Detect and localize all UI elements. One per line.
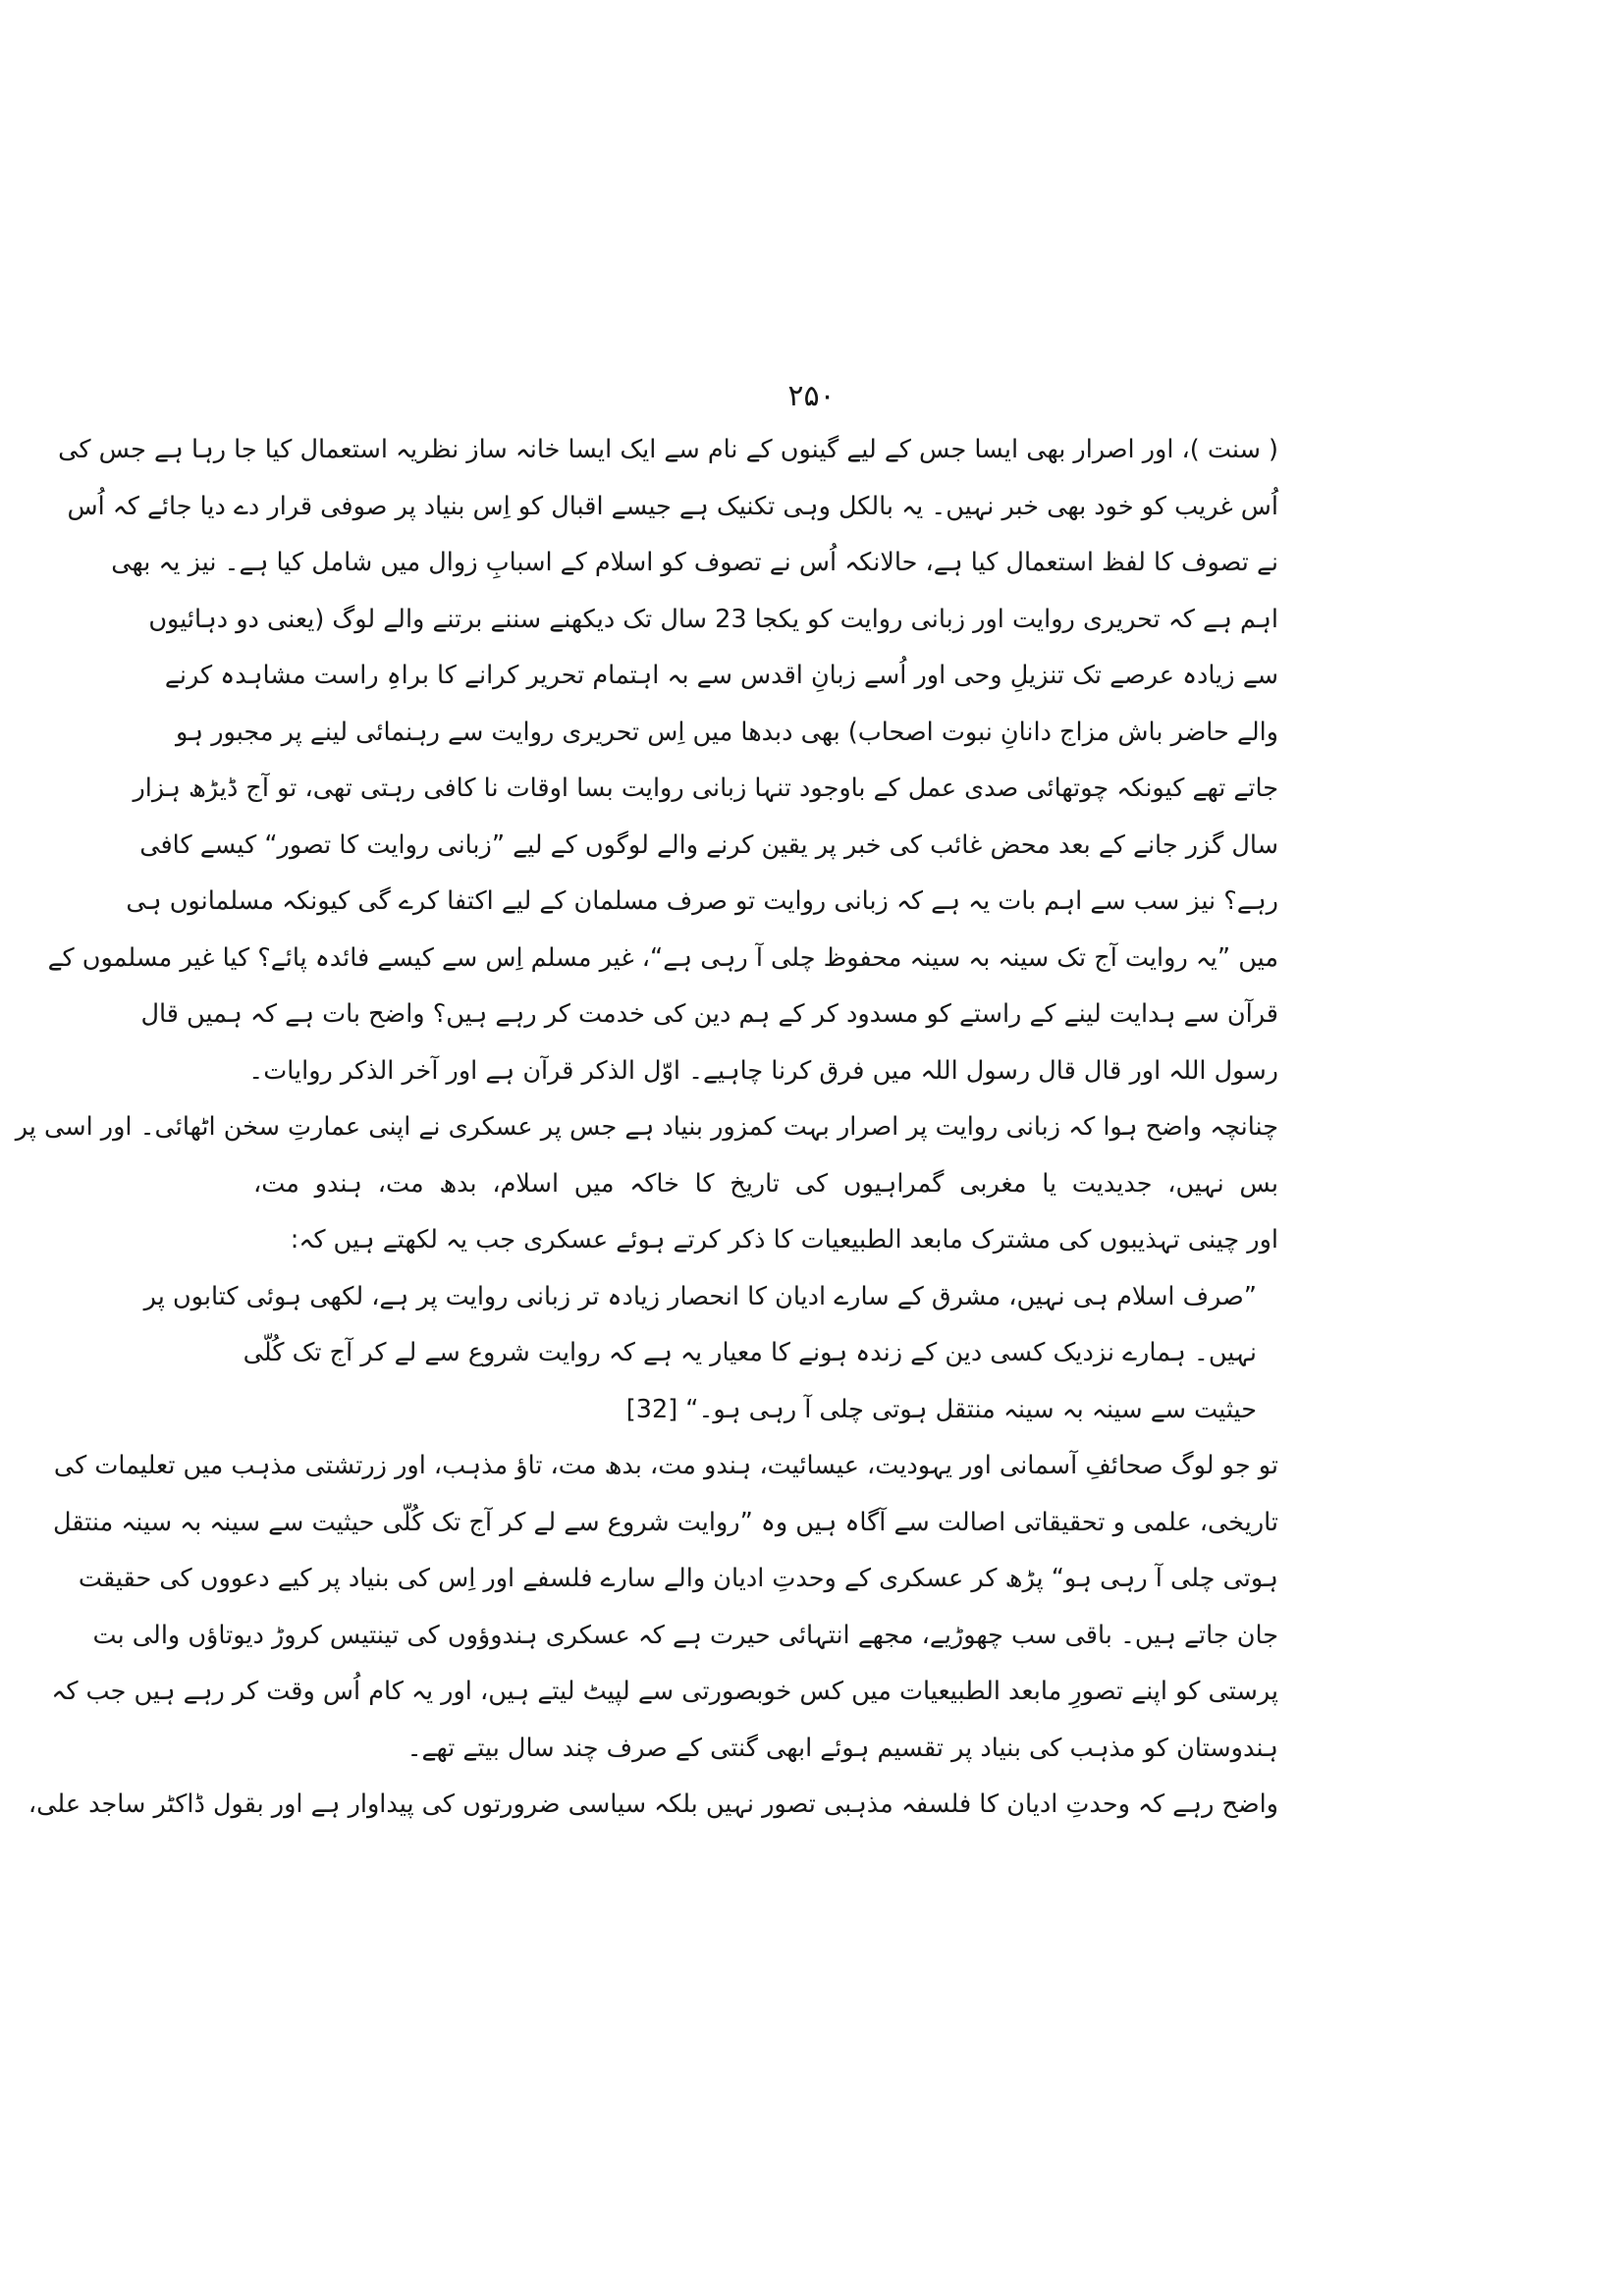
text-line: اہم ہے کہ تحریری روایت اور زبانی روایت کو یکجا 23 سال تک دیکھنے سننے برتنے والے لوگ (یعنی دو دہائیوں	[148, 604, 1278, 634]
text-line: رسول اللہ اور قال قال رسول اللہ میں فرق کرنا چاہیے۔ اوّل الذکر قرآن ہے اور آخر الذکر روایات۔	[248, 1055, 1278, 1086]
text-line: تاریخی، علمی و تحقیقاتی اصالت سے آگاہ ہیں وہ ”روایت شروع سے لے کر آج تک کُلّی حیثیت سے سینہ بہ سینہ منتقل	[53, 1507, 1278, 1537]
text-line: ”صرف اسلام ہی نہیں، مشرق کے سارے ادیان کا انحصار زیادہ تر زبانی روایت پر ہے، لکھی ہوئی کتابوں پر	[143, 1281, 1257, 1311]
text-line: نے تصوف کا لفظ استعمال کیا ہے، حالانکہ اُس نے تصوف کو اسلام کے اسبابِ زوال میں شامل کیا ہے۔ نیز یہ بھی	[111, 548, 1278, 577]
text-line: قرآن سے ہدایت لینے کے راستے کو مسدود کر کے ہم دین کی خدمت کر رہے ہیں؟ واضح بات ہے کہ ہمیں قال	[140, 999, 1278, 1029]
text-line: حیثیت سے سینہ بہ سینہ منتقل ہوتی چلی آ رہی ہو۔“ [32]	[625, 1394, 1257, 1424]
text-line: ہندوستان کو مذہب کی بنیاد پر تقسیم ہوئے ابھی گنتی کے صرف چند سال بیتے تھے۔	[406, 1733, 1278, 1763]
text-line: میں ”یہ روایت آج تک سینہ بہ سینہ محفوظ چلی آ رہی ہے“، غیر مسلم اِس سے کیسے فائدہ پائے؟ کیا غیر مسلموں کے	[47, 942, 1278, 973]
text-line: پرستی کو اپنے تصورِ مابعد الطبیعیات میں کس خوبصورتی سے لپیٹ لیتے ہیں، اور یہ کام اُس وقت کر رہے ہیں جب کہ	[51, 1677, 1278, 1706]
text-line: ہوتی چلی آ رہی ہو“ پڑھ کر عسکری کے وحدتِ ادیان والے سارے فلسفے اور اِس کی بنیاد پر کیے دعووں کی حقیقت	[78, 1564, 1278, 1593]
text-line: جاتے تھے کیونکہ چوتھائی صدی عمل کے باوجود تنہا زبانی روایت بسا اوقات نا کافی رہتی تھی، تو آج ڈیڑھ ہزار	[133, 774, 1278, 803]
text-line: تو جو لوگ صحائفِ آسمانی اور یہودیت، عیسائیت، ہندو مت، بدھ مت، تاؤ مذہب، اور زرتشتی مذہب میں تعلیمات کی	[53, 1451, 1278, 1480]
text-line: اور چینی تہذیبوں کی مشترک مابعد الطبیعیات کا ذکر کرتے ہوئے عسکری جب یہ لکھتے ہیں کہ:	[290, 1225, 1278, 1255]
page-number: ۲۵۰	[787, 379, 836, 413]
text-line: بس نہیں، جدیدیت یا مغربی گمراہیوں کی تاریخ کا خاکہ میں اسلام، بدھ مت، ہندو مت،	[253, 1168, 1278, 1199]
text-line: چنانچہ واضح ہوا کہ زبانی روایت پر اصرار بہت کمزور بنیاد ہے جس پر عسکری نے اپنی عمارتِ سخن اٹھائی۔ اور اسی پر	[15, 1112, 1278, 1142]
text-line: سال گزر جانے کے بعد محض غائب کی خبر پر یقین کرنے والے لوگوں کے لیے ”زبانی روایت کا تصور“ کیسے کافی	[139, 829, 1278, 860]
text-line: واضح رہے کہ وحدتِ ادیان کا فلسفہ مذہبی تصور نہیں بلکہ سیاسی ضرورتوں کی پیداوار ہے اور بقول ڈاکٹر ساجد علی،	[27, 1789, 1278, 1819]
body-text	[15, 422, 1278, 1834]
text-line: والے حاضر باش مزاج دانانِ نبوت اصحاب) بھی دبدھا میں اِس تحریری روایت سے رہنمائی لینے پر مجبور ہو	[175, 717, 1278, 747]
text-line: رہے؟ نیز سب سے اہم بات یہ ہے کہ زبانی روایت تو صرف مسلمان کے لیے اکتفا کرے گی کیونکہ مسلمانوں ہی	[126, 886, 1278, 916]
text-line: اُس غریب کو خود بھی خبر نہیں۔ یہ بالکل وہی تکنیک ہے جیسے اقبال کو اِس بنیاد پر صوفی قرار دے دیا جائے کہ اُس	[67, 491, 1278, 521]
text-line: جان جاتے ہیں۔ باقی سب چھوڑیے، مجھے انتہائی حیرت ہے کہ عسکری ہندوؤوں کی تینتیس کروڑ دیوتاؤں والی بت	[92, 1620, 1278, 1650]
text-line: سے زیادہ عرصے تک تنزیلِ وحی اور اُسے زبانِ اقدس سے بہ اہتمام تحریر کرانے کا براہِ راست مشاہدہ کرنے	[164, 661, 1278, 690]
text-line: ( سنت )، اور اصرار بھی ایسا جس کے لیے گینوں کے نام سے ایک ایسا خانہ ساز نظریہ استعمال کیا جا رہا ہے جس کی	[58, 435, 1278, 464]
text-line: نہیں۔ ہمارے نزدیک کسی دین کے زندہ ہونے کا معیار یہ ہے کہ روایت شروع سے لے کر آج تک کُلّی	[243, 1338, 1257, 1367]
